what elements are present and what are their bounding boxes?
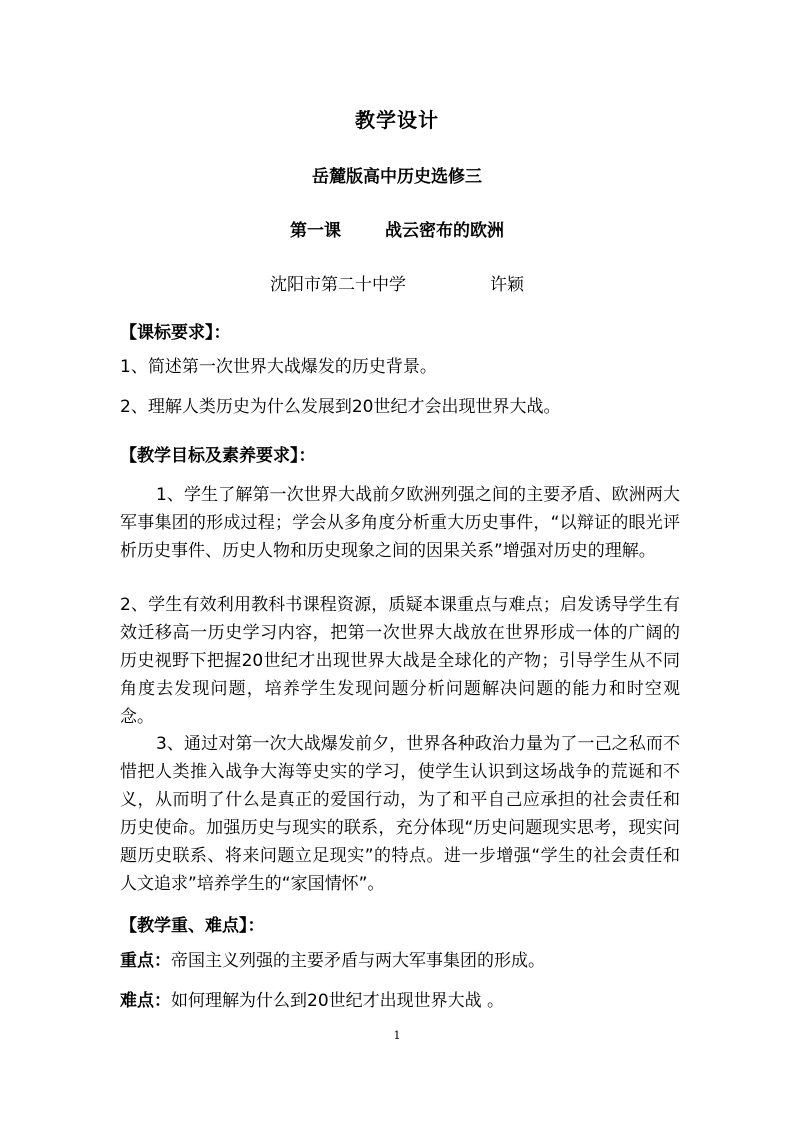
objectives-paragraph-2: 2、学生有效利用教科书课程资源，质疑本课重点与难点；启发诱导学生有效迁移高一历史学习内容，把第一次世界大战放在世界形成一体的广阔的历史视野下把握20世纪才出现世界大战是全球化的产物；引导学生从不同角度去发现问题，培养学生发现问题分析问题解决问题的能力和时空观念。 (120, 595, 680, 727)
key-point-difficulty (120, 987, 680, 1015)
objectives-heading: 【教学目标及素养要求】： (120, 446, 316, 466)
key-points-heading: 【教学重、难点】： (120, 916, 265, 936)
focus-label: 重点： (120, 951, 171, 971)
author-name: 许颖 (490, 275, 524, 295)
author-school: 沈阳市第二十中学 (270, 275, 406, 295)
lesson-title (0, 216, 794, 241)
objectives-paragraph-1: 1、学生了解第一次世界大战前夕欧洲列强之间的主要矛盾、欧洲两大军事集团的形成过程；学会从多角度分析重大历史事件，“以辩证的眼光评析历史事件、历史人物和历史现象之间的因果关系”增强对历史的理解。 (120, 485, 680, 561)
author-line (0, 270, 794, 295)
standards-heading: 【课标要求】： (120, 323, 231, 343)
objectives-paragraph-3: 3、通过对第一次大战爆发前夕，世界各种政治力量为了一己之私而不惜把人类推入战争大海等史实的学习，使学生认识到这场战争的荒诞和不义，从而明了什么是真正的爱国行动，为了和平自己应承担的社会责任和历史使命。加强历史与现实的联系，充分体现“历史问题现实思考，现实问题历史联系、将来问题立足现实”的特点。进一步增强“学生的社会责任和人文追求”培养学生的“家国情怀”。 (120, 734, 680, 894)
page-number: 1 (393, 1029, 401, 1042)
key-point-focus (120, 947, 680, 975)
focus-text: 帝国主义列强的主要矛盾与两大军事集团的形成。 (171, 951, 545, 971)
difficulty-label: 难点： (120, 991, 171, 1011)
document-subtitle: 岳麓版高中历史选修三 (312, 167, 482, 187)
standards-item-1: 1、简述第一次世界大战爆发的历史背景。 (120, 357, 437, 377)
lesson-number: 第一课 (290, 221, 341, 241)
lesson-name: 战云密布的欧洲 (385, 221, 504, 241)
standards-item-2: 2、理解人类历史为什么发展到20世纪才会出现世界大战。 (120, 397, 561, 417)
document-title: 教学设计 (355, 108, 439, 132)
difficulty-text: 如何理解为什么到20世纪才出现世界大战 。 (171, 991, 505, 1011)
